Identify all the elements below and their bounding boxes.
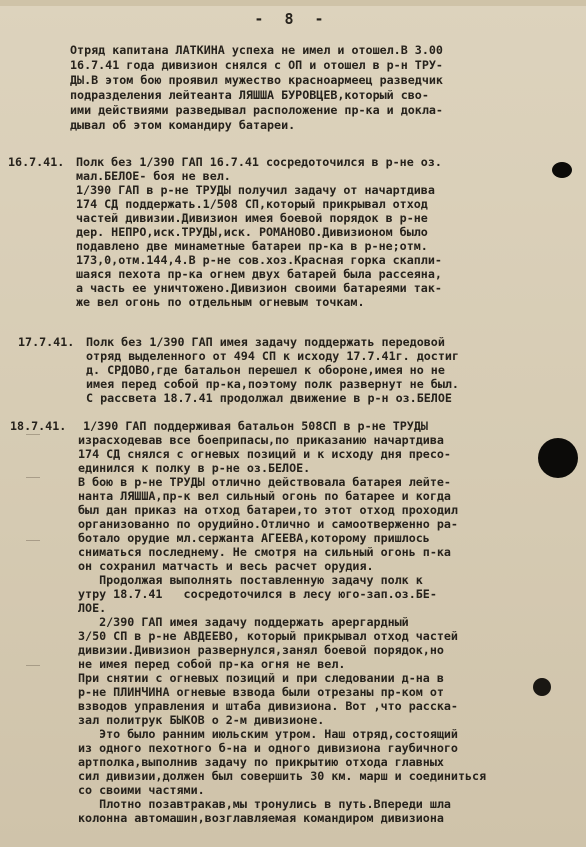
- text-line: не имея перед собой пр-ка огня не вел.: [78, 657, 346, 671]
- punch-hole: [533, 678, 551, 696]
- text-line: ДЫ.В этом бою проявил мужество красноармеец разведчик: [70, 73, 443, 87]
- text-line: из одного пехотного б-на и одного дивизиона гаубичного: [78, 741, 458, 755]
- text-line: Плотно позавтракав,мы тронулись в путь.Впереди шла: [78, 797, 451, 811]
- punch-hole: [552, 162, 572, 178]
- text-line: 16.7.41 года дивизион снялся с ОП и отошел в р-н ТРУ-: [70, 58, 443, 72]
- entry-date: 18.7.41.: [10, 419, 67, 433]
- text-line: 173,0,отм.144,4.В р-не сов.хоз.Красная горка скапли-: [76, 253, 442, 267]
- text-line: Полк без 1/390 ГАП имея задачу поддержать передовой: [86, 335, 445, 349]
- text-line: сниматься последнему. Не смотря на сильный огонь п-ка: [78, 545, 451, 559]
- text-line: ботало орудие мл.сержанта АГЕЕВА,которому пришлось: [78, 531, 430, 545]
- text-line: шаяся пехота пр-ка огнем двух батарей была рассеяна,: [76, 267, 442, 281]
- text-line: 1/390 ГАП в р-не ТРУДЫ получил задачу от начартдива: [76, 183, 435, 197]
- text-line: со своими частями.: [78, 783, 205, 797]
- text-line: ими действиями разведывал расположение пр-ка и докла-: [70, 103, 443, 117]
- text-line: единился к полку в р-не оз.БЕЛОЕ.: [78, 461, 311, 475]
- margin-mark: [26, 477, 40, 478]
- text-line: ЛОЕ.: [78, 601, 107, 615]
- text-line: зал политрук БЫКОВ о 2-м дивизионе.: [78, 713, 325, 727]
- page-number: - 8 -: [254, 10, 330, 28]
- text-line: частей дивизии.Дивизион имея боевой порядок в р-не: [76, 211, 428, 225]
- text-line: Продолжая выполнять поставленную задачу полк к: [78, 573, 423, 587]
- text-line: При снятии с огневых позиций и при следовании д-на в: [78, 671, 444, 685]
- margin-mark: [26, 434, 40, 435]
- text-line: нанта ЛЯШША,пр-к вел сильный огонь по батарее и когда: [78, 489, 451, 503]
- text-line: взводов управления и штаба дивизиона. Вот ,что расска-: [78, 699, 458, 713]
- text-line: израсходевав все боеприпасы,по приказанию начартдива: [78, 433, 444, 447]
- text-line: С рассвета 18.7.41 продолжал движение в р-н оз.БЕЛОЕ: [86, 391, 452, 405]
- text-line: 174 СД поддержать.1/508 СП,который прикрывал отход: [76, 197, 428, 211]
- entry-date: 17.7.41.: [18, 335, 75, 349]
- text-line: он сохранил матчасть и весь расчет орудия.: [78, 559, 374, 573]
- text-line: Это было ранним июльским утром. Наш отряд,состоящий: [78, 727, 458, 741]
- text-line: 2/390 ГАП имея задачу поддержать арергардный: [78, 615, 409, 629]
- paper-fold: [0, 0, 586, 6]
- text-line: отряд выделенного от 494 СП к исходу 17.7.41г. достиг: [86, 349, 459, 363]
- text-line: был дан приказ на отход батареи,то этот отход проходил: [78, 503, 458, 517]
- text-line: 174 СД снялся с огневых позиций и к исходу дня пресо-: [78, 447, 451, 461]
- text-line: же вел огонь по отдельным огневым точкам.: [76, 295, 365, 309]
- text-line: организованно по орудийно.Отлично и самоотверженно ра-: [78, 517, 458, 531]
- margin-mark: [26, 665, 40, 666]
- text-line: имея перед собой пр-ка,поэтому полк развернут не был.: [86, 377, 459, 391]
- text-line: колонна автомашин,возглавляемая командиром дивизиона: [78, 811, 444, 825]
- entry-date: 16.7.41.: [8, 155, 65, 169]
- text-line: мал.БЕЛОЕ- боя не вел.: [76, 169, 231, 183]
- text-line: 3/50 СП в р-не АВДЕЕВО, который прикрывал отход частей: [78, 629, 458, 643]
- text-line: дывал об этом командиру батареи.: [70, 118, 296, 132]
- text-line: подавлено две минаметные батареи пр-ка в р-не;отм.: [76, 239, 428, 253]
- text-line: Полк без 1/390 ГАП 16.7.41 сосредоточился в р-не оз.: [76, 155, 442, 169]
- text-line: сил дивизии,должен был совершить 30 км. марш и соединиться: [78, 769, 487, 783]
- text-line: утру 18.7.41 сосредоточился в лесу юго-зап.оз.БЕ-: [78, 587, 437, 601]
- text-line: Отряд капитана ЛАТКИНА успеха не имел и отошел.В 3.00: [70, 43, 443, 57]
- text-line: а часть ее уничтожено.Дивизион своими батареями так-: [76, 281, 442, 295]
- text-line: дер. НЕПРО,иск.ТРУДЫ,иск. РОМАНОВО.Дивизионом было: [76, 225, 428, 239]
- text-line: дивизии.Дивизион развернулся,занял боевой порядок,но: [78, 643, 444, 657]
- text-line: 1/390 ГАП поддерживая батальон 508СП в р-не ТРУДЫ: [62, 419, 428, 433]
- text-line: артполка,выполнив задачу по прикрытию отхода главных: [78, 755, 444, 769]
- text-line: подразделения лейтеанта ЛЯШША БУРОВЦЕВ,который сво-: [70, 88, 429, 102]
- text-line: д. СРДОВО,где батальон перешел к обороне,имея но не: [86, 363, 445, 377]
- punch-hole: [538, 438, 578, 478]
- text-line: В бою в р-не ТРУДЫ отлично действовала батарея лейте-: [78, 475, 451, 489]
- margin-mark: [26, 540, 40, 541]
- text-line: р-не ПЛИНЧИНА огневые взвода были отрезаны пр-ком от: [78, 685, 444, 699]
